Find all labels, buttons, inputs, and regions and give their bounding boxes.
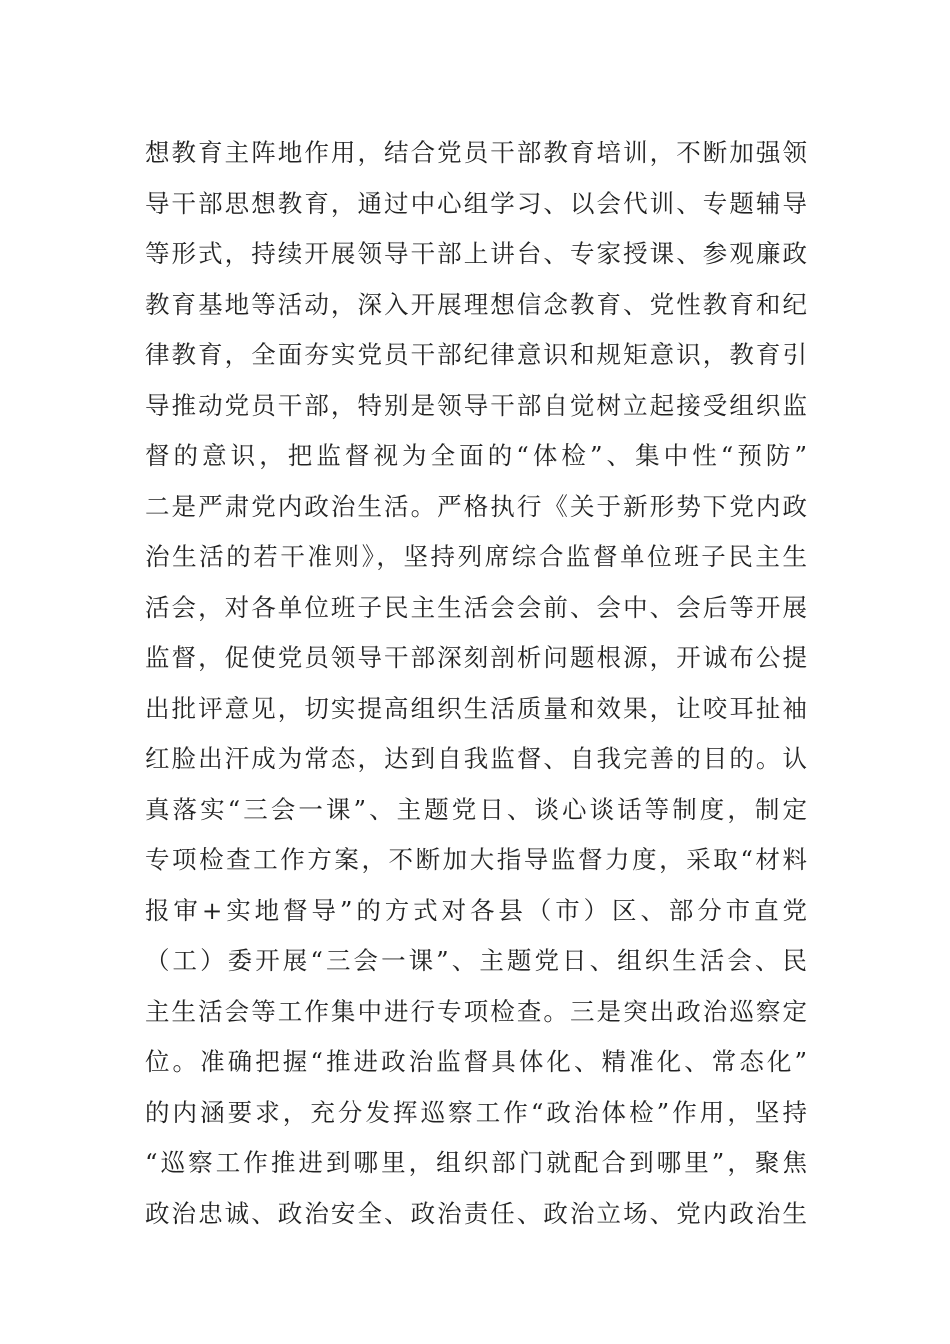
text-line: 想教育主阵地作用，结合党员干部教育培训，不断加强领 — [145, 138, 807, 167]
text-line: 主生活会等工作集中进行专项检查。三是突出政治巡察定 — [145, 996, 807, 1026]
text-line: 律教育，全面夯实党员干部纪律意识和规矩意识，教育引 — [145, 340, 807, 369]
text-line: 红脸出汗成为常态，达到自我监督、自我完善的目的。认 — [145, 744, 807, 773]
text-line: 二是严肃党内政治生活。严格执行《关于新形势下党内政 — [145, 491, 807, 521]
text-line: 位。准确把握“推进政治监督具体化、精准化、常态化” — [145, 1047, 807, 1076]
text-line: 出批评意见，切实提高组织生活质量和效果，让咬耳扯袖 — [145, 693, 807, 723]
text-line: 的内涵要求，充分发挥巡察工作“政治体检”作用，坚持 — [145, 1097, 807, 1127]
text-line: 报审+实地督导”的方式对各县（市）区、部分市直党 — [145, 895, 807, 925]
text-line: 专项检查工作方案，不断加大指导监督力度，采取“材料 — [145, 845, 807, 874]
text-line: （工）委开展“三会一课”、主题党日、组织生活会、民 — [145, 946, 807, 975]
body-text — [145, 128, 807, 1239]
text-line: 教育基地等活动，深入开展理想信念教育、党性教育和纪 — [145, 289, 807, 319]
text-line: 导干部思想教育，通过中心组学习、以会代训、专题辅导 — [145, 188, 807, 218]
text-line: 真落实“三会一课”、主题党日、谈心谈话等制度，制定 — [145, 794, 807, 824]
text-line: 监督，促使党员领导干部深刻剖析问题根源，开诚布公提 — [145, 643, 807, 672]
text-line: 导推动党员干部，特别是领导干部自觉树立起接受组织监 — [145, 390, 807, 420]
text-line: 活会，对各单位班子民主生活会会前、会中、会后等开展 — [145, 592, 807, 622]
text-line: “巡察工作推进到哪里，组织部门就配合到哪里”，聚焦 — [145, 1148, 807, 1177]
text-line: 治生活的若干准则》，坚持列席综合监督单位班子民主生 — [145, 542, 807, 571]
text-line: 等形式，持续开展领导干部上讲台、专家授课、参观廉政 — [145, 239, 807, 268]
text-line: 督的意识，把监督视为全面的“体检”、集中性“预防” — [145, 441, 807, 470]
text-line: 政治忠诚、政治安全、政治责任、政治立场、党内政治生 — [145, 1198, 807, 1228]
